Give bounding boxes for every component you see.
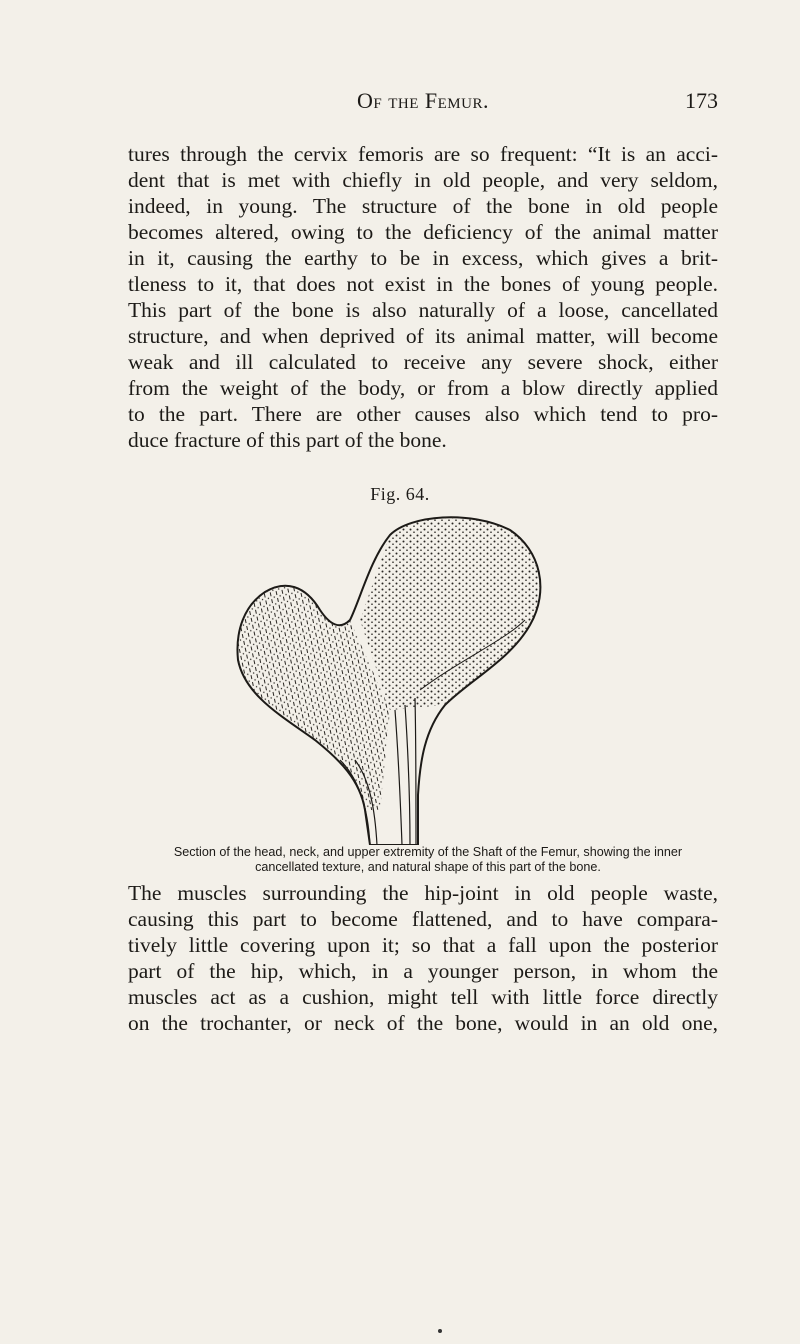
caption-line: Section of the head, neck, and upper extremity of the Shaft of the Femur, showing the inner [173,845,683,859]
signature-mark [438,1329,442,1333]
text-line: indeed, in young. The structure of the bone in old people [128,194,718,218]
figure-caption [128,845,728,875]
text-line: muscles act as a cushion, might tell with little force directly [128,985,718,1009]
paragraph-2 [128,880,718,1036]
caption-line: cancellated texture, and natural shape of this part of the bone. [255,860,601,874]
text-line: in it, causing the earthy to be in excess, which gives a brit- [128,246,718,270]
running-title: Of the Femur. [357,88,489,113]
running-head [128,88,718,118]
text-line: tures through the cervix femoris are so frequent: “It is an acci- [128,142,718,166]
text-line: structure, and when deprived of its animal matter, will become [128,324,718,348]
text-line: becomes altered, owing to the deficiency of the animal matter [128,220,718,244]
text-line: This part of the bone is also naturally of a loose, cancellated [128,298,718,322]
page-number: 173 [685,88,718,113]
text-line: on the trochanter, or neck of the bone, would in an old one, [128,1011,718,1035]
text-line: dent that is met with chiefly in old people, and very seldom, [128,168,718,192]
figure-label: Fig. 64. [370,484,430,504]
text-line: to the part. There are other causes also which tend to pro- [128,402,718,426]
text-line: part of the hip, which, in a younger person, in whom the [128,959,718,983]
text-line: weak and ill calculated to receive any severe shock, either [128,350,718,374]
text-line: duce fracture of this part of the bone. [128,428,447,452]
femur-section-illustration [220,510,600,845]
text-line: tively little covering upon it; so that a fall upon the posterior [128,933,718,957]
text-line: tleness to it, that does not exist in the bones of young people. [128,272,718,296]
text-line: The muscles surrounding the hip-joint in old people waste, [128,881,718,905]
text-line: causing this part to become flattened, and to have compara- [128,907,718,931]
paragraph-1 [128,141,718,453]
text-line: from the weight of the body, or from a blow directly applied [128,376,718,400]
